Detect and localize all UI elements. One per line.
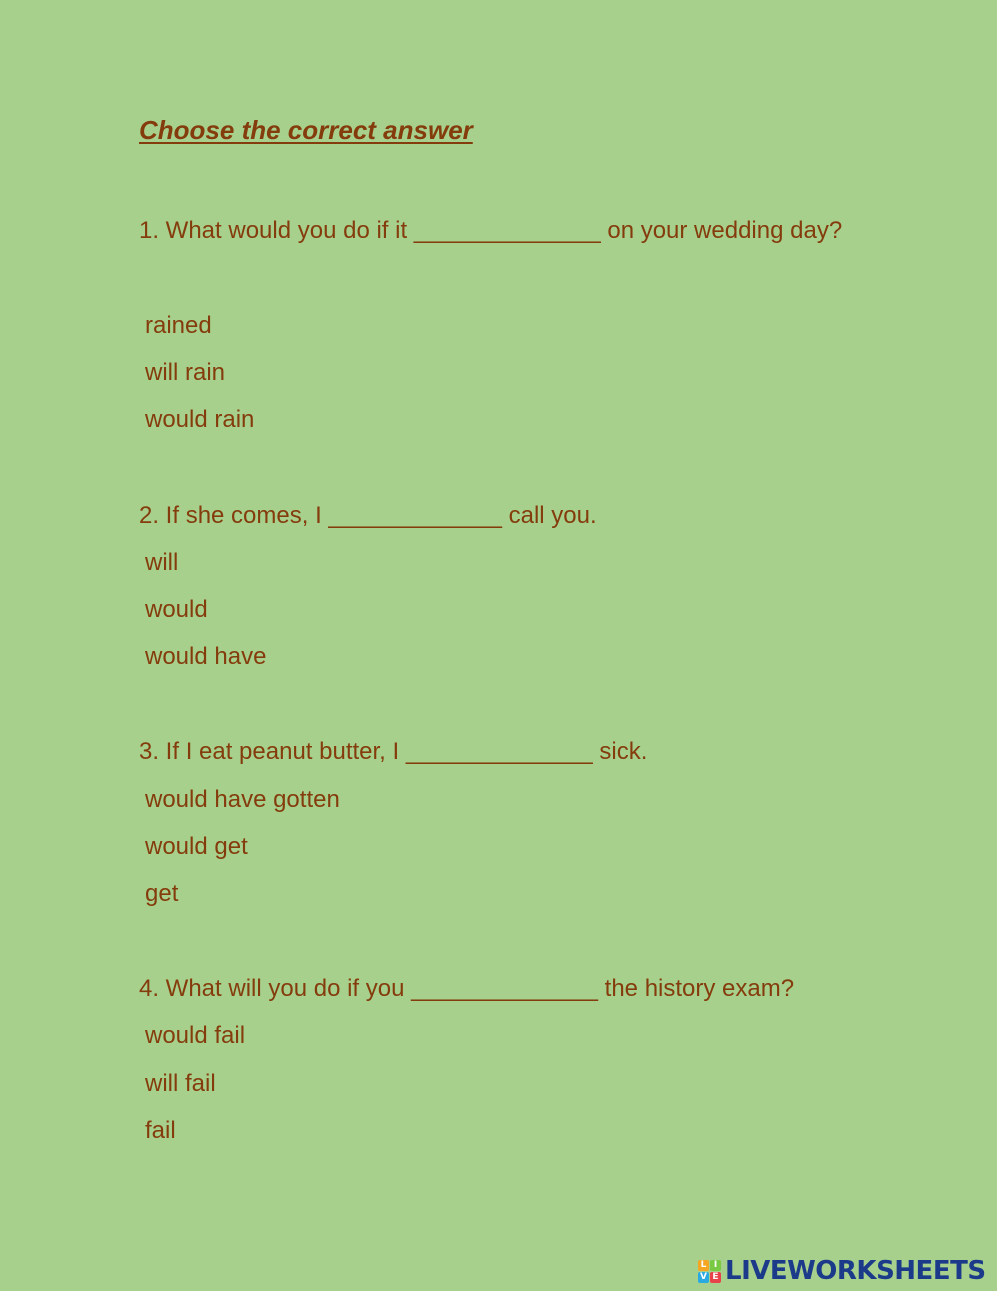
question-4: 4. What will you do if you ______________ the history exam? <box>139 975 795 1002</box>
question-3-option-3[interactable]: get <box>145 880 179 907</box>
logo-letter-v: V <box>698 1272 709 1283</box>
question-1-option-2[interactable]: will rain <box>145 359 226 386</box>
question-3-option-1[interactable]: would have gotten <box>145 786 340 813</box>
question-2-option-3[interactable]: would have <box>145 643 267 670</box>
question-3: 3. If I eat peanut butter, I ______________ sick. <box>139 738 648 765</box>
question-1-option-1[interactable]: rained <box>145 312 212 339</box>
worksheet-heading: Choose the correct answer <box>139 115 473 145</box>
question-1: 1. What would you do if it ______________ on your wedding day? <box>139 217 843 244</box>
question-2: 2. If she comes, I _____________ call you. <box>139 502 597 529</box>
question-2-option-2[interactable]: would <box>145 596 208 623</box>
question-4-option-2[interactable]: will fail <box>145 1070 216 1097</box>
question-2-option-1[interactable]: will <box>145 549 179 576</box>
liveworksheets-logo <box>698 1256 986 1286</box>
question-1-option-3[interactable]: would rain <box>145 406 255 433</box>
question-3-option-2[interactable]: would get <box>145 833 248 860</box>
liveworksheets-logo-text: LIVEWORKSHEETS <box>725 1256 986 1286</box>
logo-letter-l: L <box>698 1260 709 1271</box>
question-4-option-3[interactable]: fail <box>145 1117 176 1144</box>
question-4-option-1[interactable]: would fail <box>145 1022 246 1049</box>
logo-letter-i: I <box>710 1260 721 1271</box>
logo-letter-e: E <box>710 1272 721 1283</box>
liveworksheets-logo-icon <box>698 1260 721 1283</box>
